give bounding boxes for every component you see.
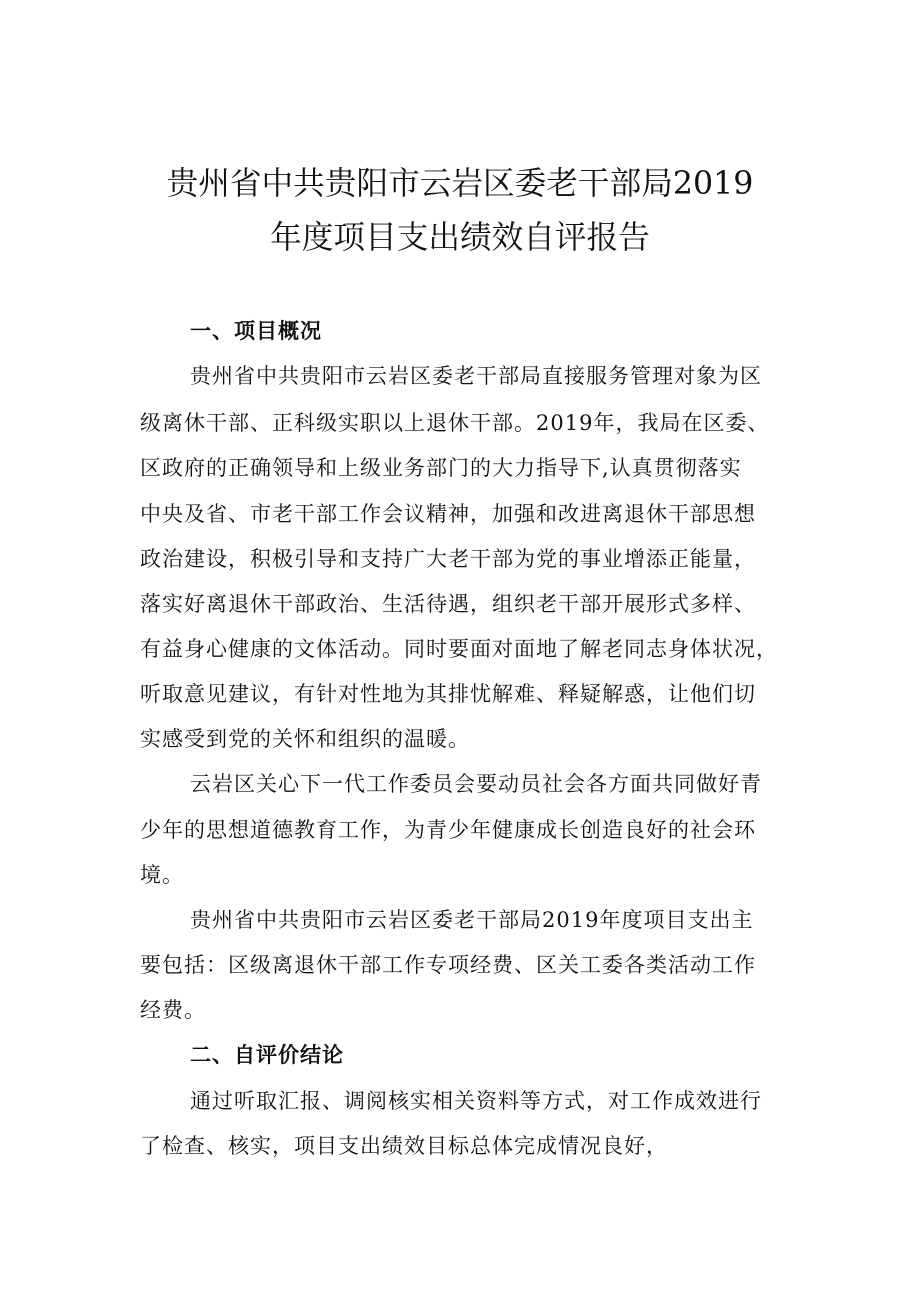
paragraph-line: 有益身心健康的文体活动。同时要面对面地了解老同志身体状况， bbox=[140, 637, 778, 661]
paragraph-line: 实感受到党的关怀和组织的温暖。 bbox=[140, 727, 470, 751]
paragraph-line: 了检查、核实，项目支出绩效目标总体完成情况良好， bbox=[140, 1134, 668, 1158]
paragraph-line: 政治建设，积极引导和支持广大老干部为党的事业增添正能量， bbox=[140, 547, 756, 571]
paragraph-line: 经费。 bbox=[140, 998, 206, 1022]
paragraph-line: 区政府的正确领导和上级业务部门的大力指导下,认真贯彻落实 bbox=[140, 456, 742, 480]
paragraph-line: 贵州省中共贵阳市云岩区委老干部局2019年度项目支出主 bbox=[190, 908, 754, 932]
section-heading-overview: 一、项目概况 bbox=[190, 319, 322, 343]
paragraph-line: 通过听取汇报、调阅核实相关资料等方式，对工作成效进行 bbox=[190, 1089, 762, 1113]
paragraph-line: 级离休干部、正科级实职以上退休干部。2019年，我局在区委、 bbox=[140, 411, 770, 435]
paragraph-line: 要包括：区级离退休干部工作专项经费、区关工委各类活动工作 bbox=[140, 953, 756, 977]
title-line-2: 年度项目支出绩效自评报告 bbox=[270, 220, 650, 256]
title-line-1: 贵州省中共贵阳市云岩区委老干部局2019 bbox=[166, 166, 754, 202]
paragraph-line: 落实好离退休干部政治、生活待遇，组织老干部开展形式多样、 bbox=[140, 592, 756, 616]
paragraph-line: 贵州省中共贵阳市云岩区委老干部局直接服务管理对象为区 bbox=[190, 364, 762, 388]
paragraph-line: 中央及省、市老干部工作会议精神，加强和改进离退休干部思想 bbox=[140, 502, 756, 526]
paragraph-line: 少年的思想道德教育工作，为青少年健康成长创造良好的社会环 bbox=[140, 818, 756, 842]
section-heading-conclusion: 二、自评价结论 bbox=[190, 1043, 344, 1067]
paragraph-line: 境。 bbox=[140, 863, 184, 887]
paragraph-line: 云岩区关心下一代工作委员会要动员社会各方面共同做好青 bbox=[190, 772, 762, 796]
paragraph-line: 听取意见建议，有针对性地为其排忧解难、释疑解惑，让他们切 bbox=[140, 682, 756, 706]
